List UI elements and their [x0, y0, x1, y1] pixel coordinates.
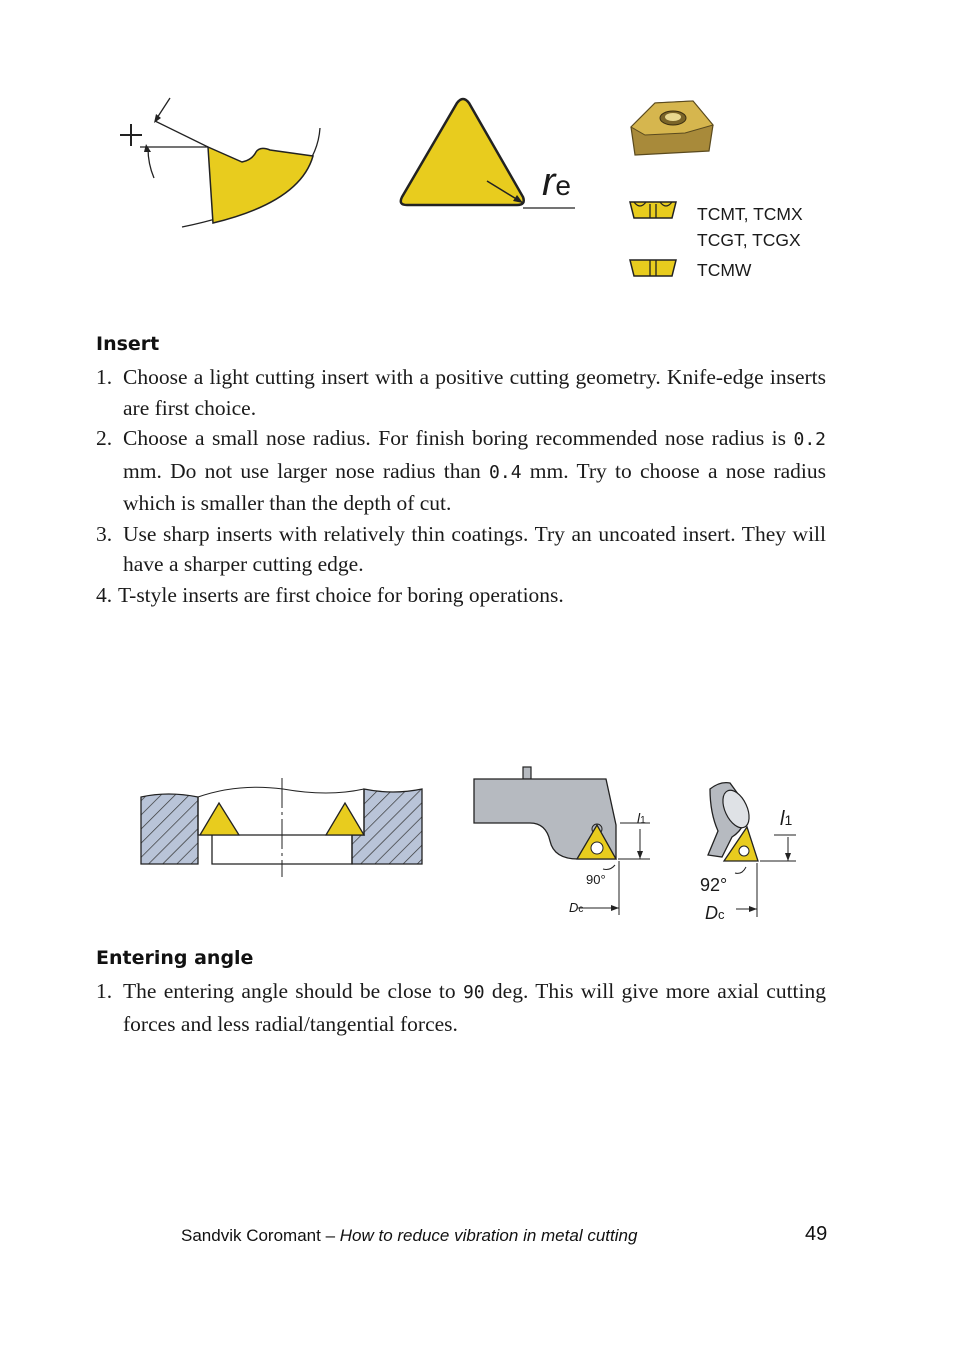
holder2-l1-label: l1 [780, 808, 793, 830]
boring-bore-section-diagram [138, 775, 428, 880]
entering-angle-heading: Entering angle [96, 947, 254, 969]
holder2-angle-label: 92° [700, 875, 728, 895]
list-item: 3. Use sharp inserts with relatively thin coatings. Try an uncoated insert. They will have a sharper cutting edge. [96, 521, 826, 576]
holder1-l1-label: l1 [637, 810, 646, 826]
boring-bar-90-degree-diagram [470, 765, 660, 920]
list-item: 1. The entering angle should be close to 90 deg. This will give more axial cutting forces and less radial/tangential forces. [96, 979, 826, 1036]
rake-angle-diagram [110, 90, 340, 235]
wiper-insert-profile-icon [628, 258, 678, 278]
page-footer: Sandvik Coromant – How to reduce vibration in metal cutting [181, 1226, 638, 1245]
list-item: 2. Choose a small nose radius. For finish boring recommended nose radius is 0.2 mm. Do not use larger nose radius than 0.4 mm. Try to choose a nose radius which is smaller than the depth of cut. [96, 426, 826, 515]
list-item: 4. T-style inserts are first choice for boring operations. [96, 582, 564, 607]
insert-type-wiper-label: TCMW [697, 260, 752, 280]
insert-heading: Insert [96, 333, 160, 355]
insert-type-positive-label: TCMT, TCMX TCGT, TCGX [697, 204, 803, 250]
page-number: 49 [805, 1223, 828, 1245]
list-item: 1. Choose a light cutting insert with a positive cutting geometry. Knife-edge inserts are first choice. [96, 365, 826, 420]
insert-recommendations-list [96, 362, 826, 610]
entering-angle-list [96, 976, 826, 1039]
holder1-dc-label: Dc [569, 900, 584, 915]
boring-bar-92-degree-diagram [700, 775, 800, 920]
holder2-dc-label: Dc [705, 903, 725, 923]
holder1-angle-label: 90° [586, 872, 606, 887]
positive-insert-profile-icon [628, 200, 678, 220]
insert-3d-icon [625, 95, 720, 160]
nose-radius-label: re [542, 160, 571, 204]
